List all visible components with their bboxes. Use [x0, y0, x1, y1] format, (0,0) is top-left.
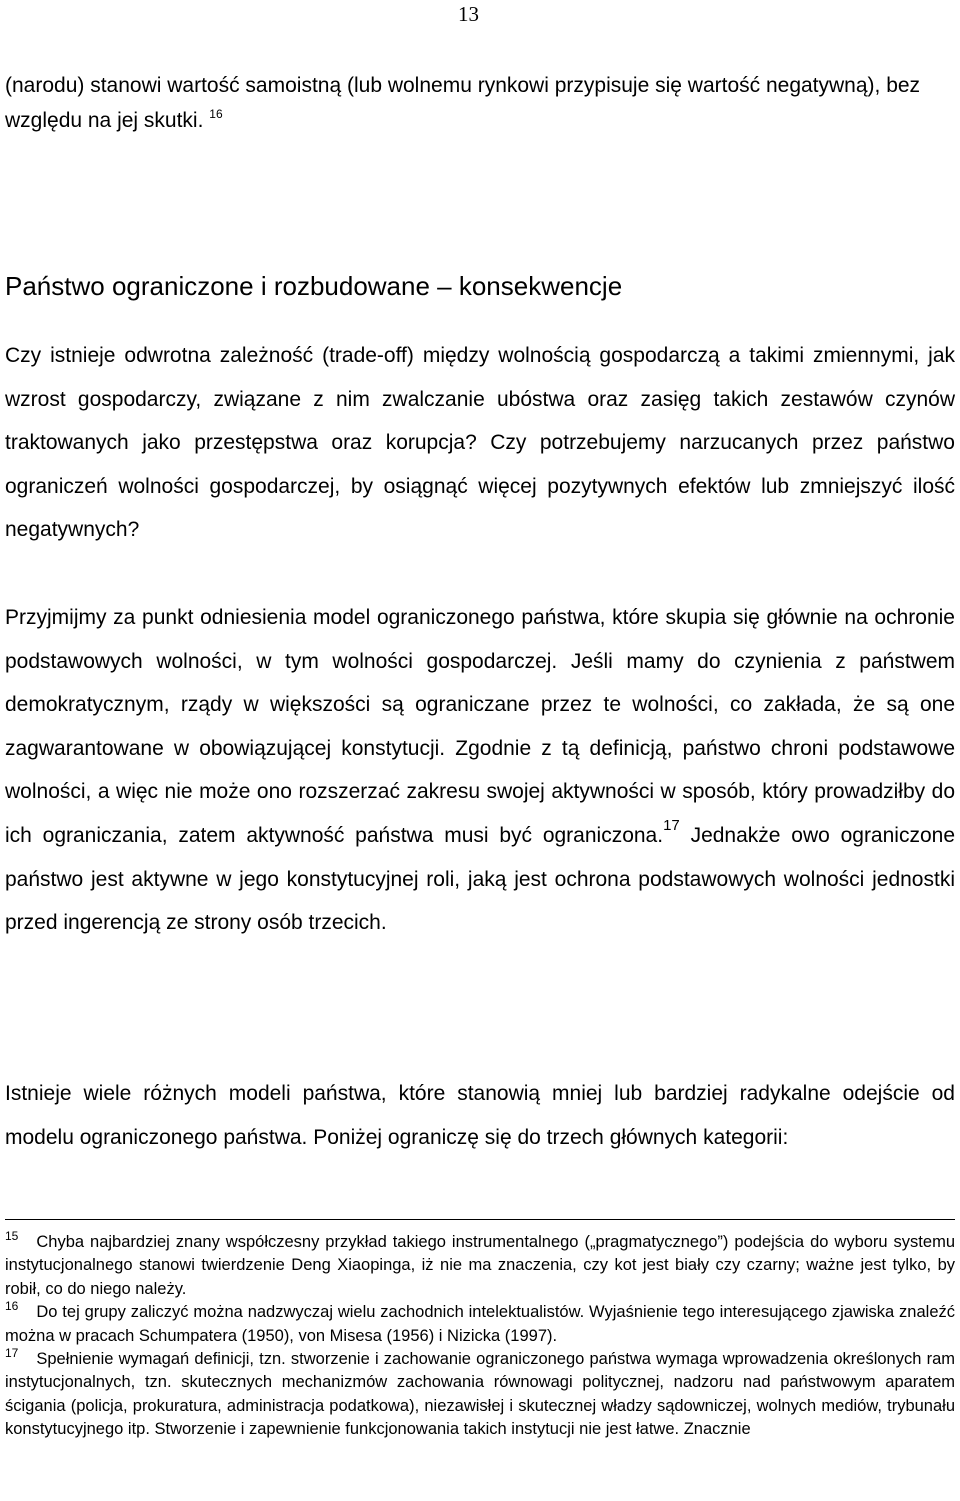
footnote-17: [5, 1348, 955, 1442]
section-heading: Państwo ograniczone i rozbudowane – konsekwencje: [5, 271, 623, 301]
footnote-ref-16[interactable]: 16: [209, 107, 223, 121]
intro-paragraph: [5, 68, 955, 138]
footnote-15: [5, 1231, 955, 1301]
footnote-text: Do tej grupy zaliczyć można nadzwyczaj wielu zachodnich intelektualistów. Wyjaśnienie tego interesującego zjawiska znaleźć można w pracach Schumpatera (1950), von Misesa (1956) i Nizicka (1997).: [5, 1303, 955, 1345]
footnote-text: Spełnienie wymagań definicji, tzn. stworzenie i zachowanie ograniczonego państwa wymaga wprowadzenia określonych ram instytucjonalnych, tzn. skutecznych mechanizmów zachowania równowagi politycznej, nadzoru nad państwowym aparatem ścigania (policja, prokuratura, administracja podatkowa), niezawisłej i skutecznej władzy sądowniczej, wolnych mediów, trybunału konstytucyjnego itp. Stworzenie i zapewnienie funkcjonowania takich instytucji nie jest łatwe. Znacznie: [5, 1350, 955, 1439]
footnote-ref-17[interactable]: 17: [663, 816, 680, 834]
footnote-16: [5, 1301, 955, 1348]
footnote-divider: [5, 1219, 955, 1220]
paragraph-2-text: Przyjmijmy za punkt odniesienia model ograniczonego państwa, które skupia się głównie na ochronie podstawowych wolności, w tym wolności gospodarczej. Jeśli mamy do czynienia z państwem demokratycznym, rządy w większości są ograniczane przez te wolności, co zakłada, że są one zagwarantowane w obowiązującej konstytucji. Zgodnie z tą definicją, państwo chroni podstawowe wolności, a więc nie może ono rozszerzać zakresu swojej aktywności w sposób, który prowadziłby do ich ograniczania, zatem aktywność państwa musi być ograniczona.: [5, 606, 955, 847]
footnote-number: 17: [5, 1346, 19, 1361]
page-number: 13: [458, 2, 479, 26]
paragraph-1: Czy istnieje odwrotna zależność (trade-off) między wolnością gospodarczą a takimi zmiennymi, jak wzrost gospodarczy, związane z nim zwalczanie ubóstwa oraz zasięg takich zestawów czynów traktowanych jako przestępstwa oraz korupcja? Czy potrzebujemy narzucanych przez państwo ograniczeń wolności gospodarczej, by osiągnąć więcej pozytywnych efektów lub zmniejszyć ilość negatywnych?: [5, 344, 955, 542]
intro-text: (narodu) stanowi wartość samoistną (lub wolnemu rynkowi przypisuje się wartość negatywną), bez względu na jej skutki.: [5, 74, 921, 132]
footnote-number: 15: [5, 1229, 19, 1243]
paragraph-3: Istnieje wiele różnych modeli państwa, które stanowią mniej lub bardziej radykalne odejście od modelu ograniczonego państwa. Poniżej ograniczę się do trzech głównych kategorii:: [5, 1082, 955, 1149]
footnotes: [5, 1231, 955, 1442]
footnote-text: Chyba najbardziej znany współczesny przykład takiego instrumentalnego („pragmatycznego”) podejścia do wyboru systemu instytucjonalnego stanowi twierdzenie Deng Xiaopinga, iż nie ma znaczenia, czy kot jest biały czy czarny; ważne jest tylko, by robił, co do niego należy.: [5, 1233, 955, 1298]
footnote-number: 16: [5, 1299, 19, 1314]
paragraph-2-text-continued: Jednakże owo ograniczone państwo jest aktywne w jego konstytucyjnej roli, jaką jest ochrona podstawowych wolności jednostki przed ingerencją ze strony osób trzecich.: [5, 823, 955, 935]
paragraph-2: [5, 596, 955, 945]
